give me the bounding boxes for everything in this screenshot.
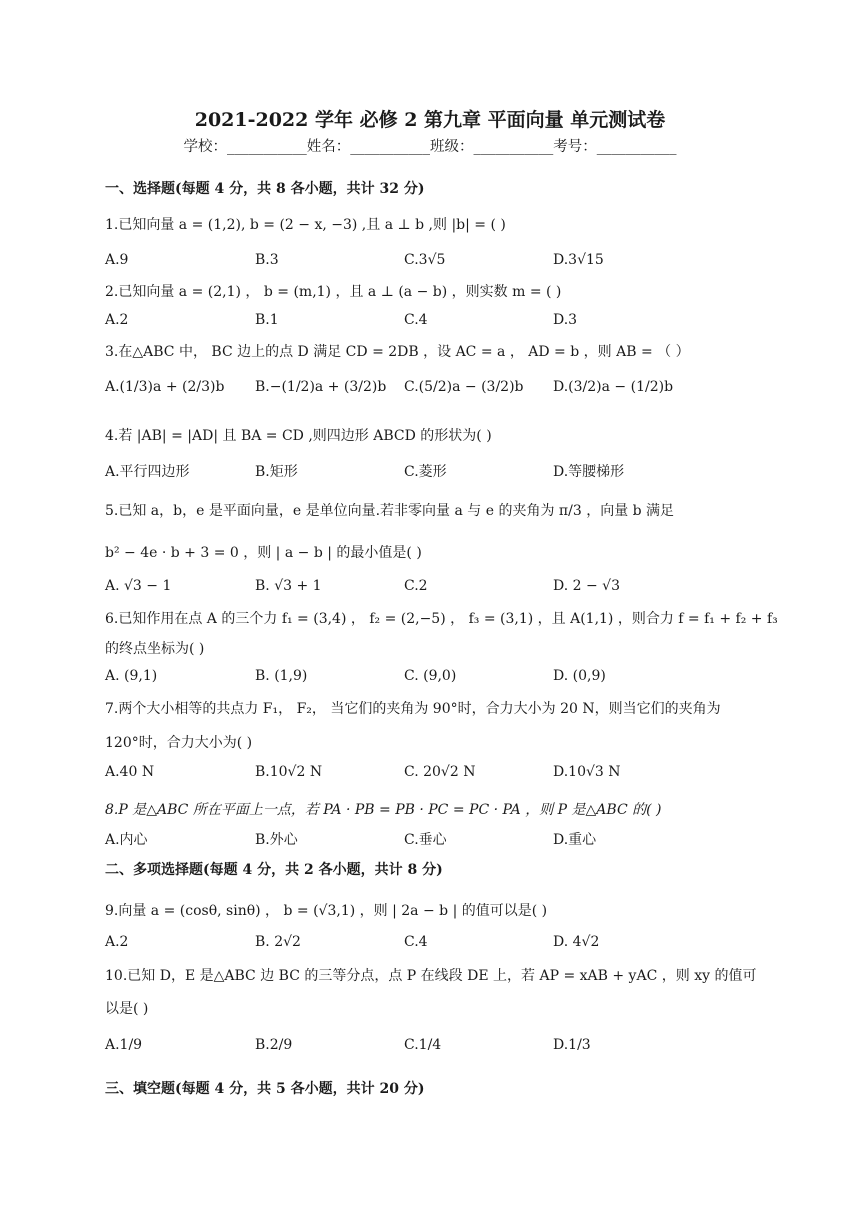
- question-6-stem-line2: 的终点坐标为( ): [105, 641, 205, 657]
- section-heading-multi: 二、多项选择题(每题 4 分，共 2 各小题，共计 8 分): [105, 862, 443, 878]
- question-6-stem-line1: 6.已知作用在点 A 的三个力 f₁ = (3,4) ， f₂ = (2,−5) ， f₃ = (3,1) ，且 A(1,1) ，则合力 f = f₁ + f₂ + f₃: [105, 611, 778, 627]
- q1-option-c: C.3√5: [404, 252, 446, 268]
- question-9-stem: 9.向量 a = (cosθ, sinθ) ， b = (√3,1) ，则 | 2a − b | 的值可以是( ): [105, 903, 548, 919]
- question-5-stem-line1: 5.已知 a，b，e 是平面向量，e 是单位向量.若非零向量 a 与 e 的夹角为 π/3 ，向量 b 满足: [105, 503, 675, 519]
- page-title: 2021-2022 学年 必修 2 第九章 平面向量 单元测试卷: [194, 109, 666, 131]
- student-info-line: 学校：___________姓名：___________班级：___________考号：___________: [183, 139, 677, 155]
- q8-option-d: D.重心: [553, 832, 597, 848]
- q10-option-b: B.2/9: [255, 1037, 293, 1053]
- q1-option-d: D.3√15: [553, 252, 604, 268]
- q4-option-a: A.平行四边形: [105, 464, 190, 480]
- question-10-stem-line1: 10.已知 D，E 是△ABC 边 BC 的三等分点，点 P 在线段 DE 上，若 AP = xAB + yAC ，则 xy 的值可: [105, 968, 757, 984]
- q5-option-c: C.2: [404, 578, 428, 594]
- q10-option-a: A.1/9: [105, 1037, 143, 1053]
- q5-option-a: A. √3 − 1: [105, 578, 172, 594]
- q6-option-b: B. (1,9): [255, 668, 308, 684]
- q7-option-d: D.10√3 N: [553, 764, 621, 780]
- q9-option-c: C.4: [404, 934, 428, 950]
- question-2-stem: 2.已知向量 a = (2,1) ， b = (m,1) ，且 a ⊥ (a − b) ，则实数 m = ( ): [105, 284, 562, 300]
- question-8-stem: 8.P 是△ABC 所在平面上一点，若 PA · PB = PB · PC = PC · PA ，则 P 是△ABC 的( ): [105, 802, 662, 818]
- q6-option-a: A. (9,1): [105, 668, 158, 684]
- q8-option-c: C.垂心: [404, 832, 447, 848]
- question-5-stem-line2: b² − 4e · b + 3 = 0 ，则 | a − b | 的最小值是( ): [105, 545, 422, 561]
- section-heading-choice: 一、选择题(每题 4 分，共 8 各小题，共计 32 分): [105, 181, 425, 197]
- section-heading-fill: 三、填空题(每题 4 分，共 5 各小题，共计 20 分): [105, 1081, 425, 1097]
- q3-option-c: C.(5/2)a − (3/2)b: [404, 379, 524, 395]
- q1-option-a: A.9: [105, 252, 129, 268]
- question-4-stem: 4.若 |AB| = |AD| 且 BA = CD ,则四边形 ABCD 的形状为( ): [105, 428, 492, 444]
- q9-option-a: A.2: [105, 934, 129, 950]
- q5-option-d: D. 2 − √3: [553, 578, 620, 594]
- q9-option-d: D. 4√2: [553, 934, 600, 950]
- q7-option-a: A.40 N: [105, 764, 155, 780]
- q3-option-b: B.−(1/2)a + (3/2)b: [255, 379, 387, 395]
- q4-option-c: C.菱形: [404, 464, 447, 480]
- question-7-stem-line2: 120°时，合力大小为( ): [105, 735, 253, 751]
- q10-option-d: D.1/3: [553, 1037, 591, 1053]
- q2-option-d: D.3: [553, 312, 578, 328]
- q9-option-b: B. 2√2: [255, 934, 301, 950]
- q8-option-b: B.外心: [255, 832, 298, 848]
- q7-option-c: C. 20√2 N: [404, 764, 476, 780]
- q3-option-a: A.(1/3)a + (2/3)b: [105, 379, 225, 395]
- q4-option-b: B.矩形: [255, 464, 298, 480]
- q2-option-c: C.4: [404, 312, 428, 328]
- q4-option-d: D.等腰梯形: [553, 464, 625, 480]
- q1-option-b: B.3: [255, 252, 279, 268]
- q7-option-b: B.10√2 N: [255, 764, 323, 780]
- q5-option-b: B. √3 + 1: [255, 578, 322, 594]
- q2-option-b: B.1: [255, 312, 279, 328]
- question-3-stem: 3.在△ABC 中， BC 边上的点 D 满足 CD = 2DB ，设 AC = a ， AD = b ，则 AB = （ ）: [105, 344, 690, 360]
- q6-option-d: D. (0,9): [553, 668, 606, 684]
- q10-option-c: C.1/4: [404, 1037, 442, 1053]
- question-10-stem-line2: 以是( ): [105, 1001, 149, 1017]
- question-1-stem: 1.已知向量 a = (1,2), b = (2 − x, −3) ,且 a ⊥ b ,则 |b| = ( ): [105, 217, 506, 233]
- q6-option-c: C. (9,0): [404, 668, 457, 684]
- q3-option-d: D.(3/2)a − (1/2)b: [553, 379, 674, 395]
- q8-option-a: A.内心: [105, 832, 148, 848]
- question-7-stem-line1: 7.两个大小相等的共点力 F₁， F₂， 当它们的夹角为 90°时，合力大小为 20 N，则当它们的夹角为: [105, 701, 721, 717]
- q2-option-a: A.2: [105, 312, 129, 328]
